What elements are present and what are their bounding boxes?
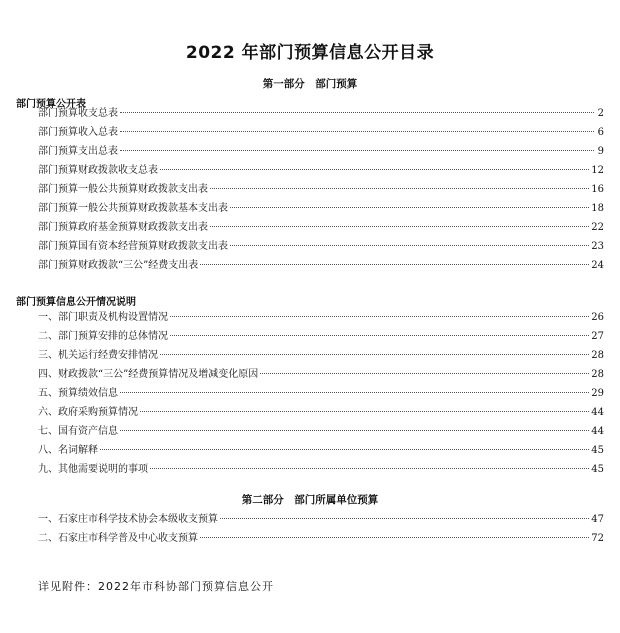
dot-leader: [160, 354, 589, 355]
toc-entry-page: 23: [591, 241, 604, 252]
toc-entry-page: 22: [591, 222, 604, 233]
part2-heading: 第二部分 部门所属单位预算: [241, 494, 379, 506]
dot-leader: [150, 468, 589, 469]
tables-toc-list: [38, 104, 604, 275]
toc-entry-label: 八、名词解释: [38, 445, 98, 456]
toc-entry-page: 27: [591, 331, 604, 342]
notes-section-heading: 部门预算信息公开情况说明: [16, 297, 136, 308]
dot-leader: [170, 316, 589, 317]
dot-leader: [230, 207, 589, 208]
toc-entry[interactable]: [38, 365, 604, 384]
toc-entry-page: 26: [591, 312, 604, 323]
toc-entry-page: 72: [591, 533, 604, 544]
toc-entry-label: 五、预算绩效信息: [38, 388, 118, 399]
toc-entry[interactable]: [38, 256, 604, 275]
dot-leader: [230, 245, 589, 246]
toc-entry-label: 三、机关运行经费安排情况: [38, 350, 158, 361]
part2-toc-list: [38, 510, 604, 548]
toc-entry[interactable]: [38, 180, 604, 199]
document-title: 2022 年部门预算信息公开目录: [185, 43, 435, 63]
toc-entry-page: 28: [591, 369, 604, 380]
toc-entry-page: 28: [591, 350, 604, 361]
attachment-note: 详见附件：2022年市科协部门预算信息公开: [38, 580, 274, 593]
toc-entry-label: 一、石家庄市科学技术协会本级收支预算: [38, 514, 218, 525]
dot-leader: [120, 131, 594, 132]
tables-section-heading: 部门预算公开表: [16, 99, 86, 110]
toc-entry-label: 部门预算国有资本经营预算财政拨款支出表: [38, 241, 228, 252]
toc-entry-label: 四、财政拨款“三公”经费预算情况及增减变化原因: [38, 369, 259, 380]
toc-entry[interactable]: [38, 104, 604, 123]
dot-leader: [260, 373, 589, 374]
toc-entry[interactable]: [38, 161, 604, 180]
toc-entry-page: 44: [591, 407, 604, 418]
dot-leader: [200, 537, 589, 538]
toc-entry-page: 29: [591, 388, 604, 399]
toc-entry[interactable]: [38, 384, 604, 403]
dot-leader: [120, 392, 589, 393]
toc-entry-label: 九、其他需要说明的事项: [38, 464, 148, 475]
toc-entry[interactable]: [38, 308, 604, 327]
toc-entry-label: 部门预算财政拨款收支总表: [38, 165, 158, 176]
toc-entry-label: 部门预算财政拨款“三公”经费支出表: [38, 260, 199, 271]
dot-leader: [220, 518, 589, 519]
toc-entry-page: 18: [591, 203, 604, 214]
toc-entry-page: 9: [597, 146, 604, 157]
notes-toc-list: [38, 308, 604, 479]
toc-entry-page: 24: [591, 260, 604, 271]
toc-entry-label: 部门预算收入总表: [38, 127, 118, 138]
toc-entry[interactable]: [38, 510, 604, 529]
toc-entry[interactable]: [38, 218, 604, 237]
dot-leader: [160, 169, 589, 170]
toc-entry[interactable]: [38, 422, 604, 441]
dot-leader: [210, 188, 589, 189]
toc-entry-page: 47: [591, 514, 604, 525]
toc-entry-label: 七、国有资产信息: [38, 426, 118, 437]
toc-entry-label: 部门预算收支总表: [38, 108, 118, 119]
toc-entry-label: 部门预算支出总表: [38, 146, 118, 157]
toc-entry[interactable]: [38, 441, 604, 460]
toc-entry[interactable]: [38, 529, 604, 548]
dot-leader: [120, 112, 594, 113]
dot-leader: [140, 411, 589, 412]
dot-leader: [120, 430, 589, 431]
toc-entry-label: 二、部门预算安排的总体情况: [38, 331, 168, 342]
part1-heading: 第一部分 部门预算: [262, 78, 358, 90]
toc-entry[interactable]: [38, 327, 604, 346]
toc-entry-label: 六、政府采购预算情况: [38, 407, 138, 418]
toc-entry-page: 45: [591, 445, 604, 456]
toc-entry-page: 16: [591, 184, 604, 195]
toc-entry[interactable]: [38, 460, 604, 479]
toc-entry-page: 6: [597, 127, 604, 138]
dot-leader: [100, 449, 589, 450]
toc-entry-label: 部门预算政府基金预算财政拨款支出表: [38, 222, 208, 233]
dot-leader: [170, 335, 589, 336]
toc-entry-label: 部门预算一般公共预算财政拨款支出表: [38, 184, 208, 195]
toc-entry[interactable]: [38, 142, 604, 161]
toc-entry-page: 45: [591, 464, 604, 475]
toc-entry[interactable]: [38, 346, 604, 365]
dot-leader: [210, 226, 589, 227]
toc-entry[interactable]: [38, 123, 604, 142]
toc-entry[interactable]: [38, 199, 604, 218]
toc-entry-page: 12: [591, 165, 604, 176]
dot-leader: [120, 150, 594, 151]
toc-entry-label: 部门预算一般公共预算财政拨款基本支出表: [38, 203, 228, 214]
toc-entry[interactable]: [38, 403, 604, 422]
toc-entry-page: 44: [591, 426, 604, 437]
toc-entry-label: 二、石家庄市科学普及中心收支预算: [38, 533, 198, 544]
toc-entry-label: 一、部门职责及机构设置情况: [38, 312, 168, 323]
toc-entry[interactable]: [38, 237, 604, 256]
dot-leader: [200, 264, 589, 265]
toc-entry-page: 2: [597, 108, 604, 119]
